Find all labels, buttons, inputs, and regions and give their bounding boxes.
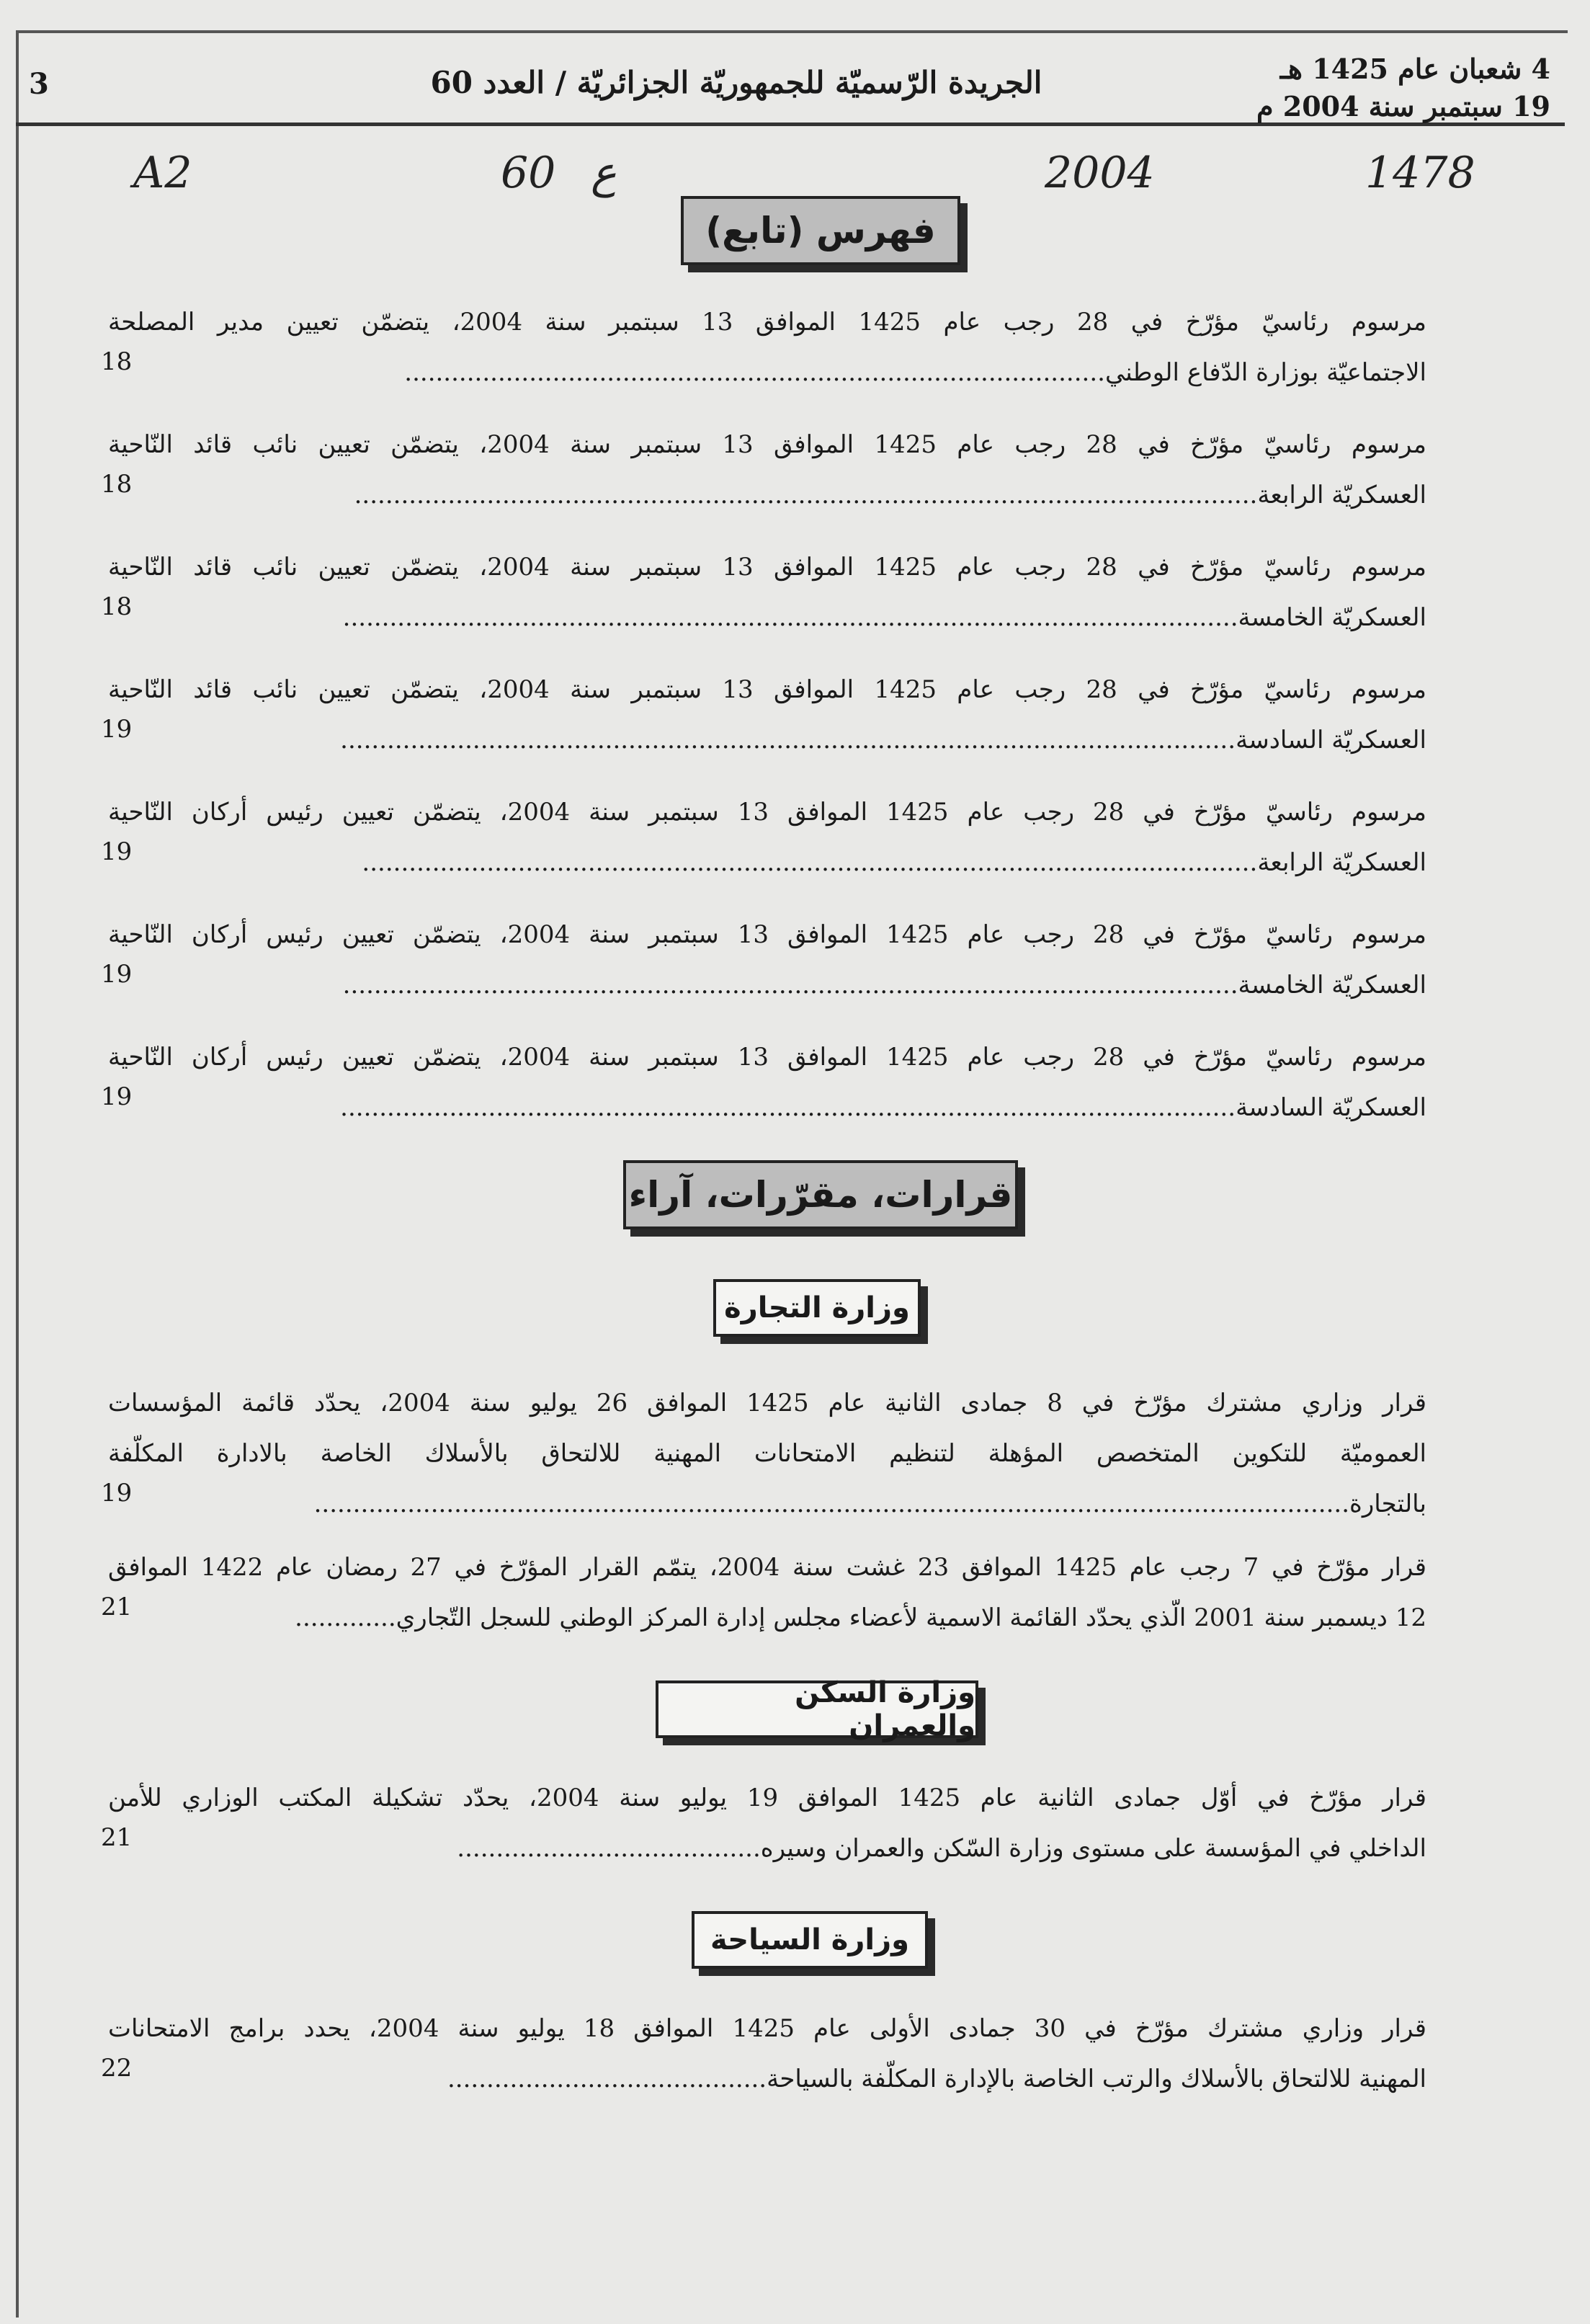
date-gregorian: 19 سبتمبر سنة 2004 م <box>1256 90 1550 123</box>
entry-line: الداخلي في المؤسسة على مستوى وزارة السّكن والعمران وسيره <box>760 1834 1426 1863</box>
entry-line: مرسوم رئاسيّ مؤرّخ في 28 رجب عام 1425 الموافق 13 سبتمبر سنة 2004، يتضمّن تعيين رئيس أركان النّاحية <box>108 920 1427 949</box>
entry-line: مرسوم رئاسيّ مؤرّخ في 28 رجب عام 1425 الموافق 13 سبتمبر سنة 2004، يتضمّن تعيين نائب قائد النّاحية <box>108 553 1426 582</box>
handwritten-note: 60 <box>501 148 556 198</box>
toc-entry[interactable]: مرسوم رئاسيّ مؤرّخ في 28 رجب عام 1425 الموافق 13 سبتمبر سنة 2004، يتضمّن تعيين نائب قائد النّاحية العسكريّة السادسة................................................................................................................... <box>108 664 1426 765</box>
entry-line: قرار مؤرّخ في أوّل جمادى الثانية عام 1425 الموافق 19 يوليو سنة 2004، يحدّد تشكيلة المكتب الوزاري للأمن <box>108 1784 1426 1812</box>
entry-line: العسكريّة الرابعة <box>1257 481 1426 509</box>
entry-line: مرسوم رئاسيّ مؤرّخ في 28 رجب عام 1425 الموافق 13 سبتمبر سنة 2004، يتضمّن تعيين مدير المصلحة <box>108 308 1426 337</box>
toc-title: فهرس (تابع) <box>681 196 960 265</box>
toc-entry[interactable]: قرار مؤرّخ في أوّل جمادى الثانية عام 1425 الموافق 19 يوليو سنة 2004، يحدّد تشكيلة المكتب الوزاري للأمن الداخلي في المؤسسة على مستوى وزارة السّكن والعمران وسيره....................................... <box>108 1773 1426 1874</box>
entry-line: قرار وزاري مشترك مؤرّخ في 8 جمادى الثانية عام 1425 الموافق 26 يوليو سنة 2004، يحدّد قائمة المؤسسات <box>108 1389 1427 1417</box>
entry-line: العسكريّة السادسة <box>1236 1093 1426 1122</box>
entry-line: العسكريّة الخامسة <box>1238 971 1426 1000</box>
ministry-housing-title: وزارة السكن والعمران <box>656 1680 978 1738</box>
page-header <box>16 32 1565 126</box>
entry-line: 12 ديسمبر سنة 2001 الّذي يحدّد القائمة الاسمية لأعضاء مجلس إدارة المركز الوطني للسجل التّجاري <box>396 1603 1426 1632</box>
page-ref: 19 <box>101 1082 133 1111</box>
toc-entry[interactable]: قرار مؤرّخ في 7 رجب عام 1425 الموافق 23 غشت سنة 2004، يتمّم القرار المؤرّخ في 27 رمضان عام 1422 الموافق 12 ديسمبر سنة 2001 الّذي يحدّد القائمة الاسمية لأعضاء مجلس إدارة المركز الوطني للسجل التّجاري............. <box>108 1542 1426 1643</box>
toc-entry[interactable]: قرار وزاري مشترك مؤرّخ في 8 جمادى الثانية عام 1425 الموافق 26 يوليو سنة 2004، يحدّد قائمة المؤسسات العموميّة للتكوين المتخصص المؤهلة لتنظيم الامتحانات المهنية للالتحاق بالأسلاك الخاصة بالادارة المكلّفة بالتجارة..................................................................................................................................... <box>108 1378 1426 1529</box>
entry-line: مرسوم رئاسيّ مؤرّخ في 28 رجب عام 1425 الموافق 13 سبتمبر سنة 2004، يتضمّن تعيين نائب قائد النّاحية <box>108 430 1426 459</box>
page-ref: 21 <box>101 1823 133 1852</box>
page-ref: 19 <box>101 837 133 866</box>
section-title: قرارات، مقرّرات، آراء <box>623 1160 1018 1229</box>
page-ref: 19 <box>101 1479 133 1508</box>
entry-line: قرار مؤرّخ في 7 رجب عام 1425 الموافق 23 غشت سنة 2004، يتمّم القرار المؤرّخ في 27 رمضان عام 1422 الموافق <box>108 1553 1426 1582</box>
page-ref: 18 <box>101 347 133 376</box>
handwritten-note: A2 <box>133 148 192 198</box>
page-ref: 18 <box>101 470 133 499</box>
entry-line: قرار وزاري مشترك مؤرّخ في 30 جمادى الأولى عام 1425 الموافق 18 يوليو سنة 2004، يحدد برامج الامتحانات <box>108 2014 1426 2043</box>
page-ref: 21 <box>101 1593 133 1621</box>
ministry-tourism-title: وزارة السياحة <box>692 1911 928 1969</box>
date-hijri: 4 شعبان عام 1425 هـ <box>1279 53 1550 85</box>
toc-entry[interactable]: مرسوم رئاسيّ مؤرّخ في 28 رجب عام 1425 الموافق 13 سبتمبر سنة 2004، يتضمّن تعيين مدير المصلحة الاجتماعيّة بوزارة الدّفاع الوطني.......................................................................................... <box>108 297 1426 398</box>
entry-line: العسكريّة الرابعة <box>1257 848 1426 877</box>
page-ref: 22 <box>101 2054 133 2083</box>
toc-entry[interactable]: قرار وزاري مشترك مؤرّخ في 30 جمادى الأولى عام 1425 الموافق 18 يوليو سنة 2004، يحدد برامج الامتحانات المهنية للالتحاق بالأسلاك والرتب الخاصة بالإدارة المكلّفة بالسياحة......................................... <box>108 2003 1426 2104</box>
page-number: 3 <box>29 67 49 101</box>
entry-line: الاجتماعيّة بوزارة الدّفاع الوطني <box>1104 358 1426 387</box>
entry-line: العموميّة للتكوين المتخصص المؤهلة لتنظيم الامتحانات المهنية للالتحاق بالأسلاك الخاصة بالادارة المكلّفة <box>108 1439 1426 1468</box>
entry-line: مرسوم رئاسيّ مؤرّخ في 28 رجب عام 1425 الموافق 13 سبتمبر سنة 2004، يتضمّن تعيين نائب قائد النّاحية <box>108 675 1426 704</box>
page-ref: 19 <box>101 960 133 989</box>
entry-line: مرسوم رئاسيّ مؤرّخ في 28 رجب عام 1425 الموافق 13 سبتمبر سنة 2004، يتضمّن تعيين رئيس أركان النّاحية <box>108 798 1427 827</box>
toc-entry[interactable]: مرسوم رئاسيّ مؤرّخ في 28 رجب عام 1425 الموافق 13 سبتمبر سنة 2004، يتضمّن تعيين رئيس أركان النّاحية العسكريّة السادسة................................................................................................................... <box>108 1032 1426 1133</box>
entry-line: مرسوم رئاسيّ مؤرّخ في 28 رجب عام 1425 الموافق 13 سبتمبر سنة 2004، يتضمّن تعيين رئيس أركان النّاحية <box>108 1043 1427 1072</box>
page-ref: 19 <box>101 715 133 744</box>
toc-entry[interactable]: مرسوم رئاسيّ مؤرّخ في 28 رجب عام 1425 الموافق 13 سبتمبر سنة 2004، يتضمّن تعيين رئيس أركان النّاحية العسكريّة الرابعة................................................................................................................... <box>108 787 1426 888</box>
gazette-title: الجريدة الرّسميّة للجمهوريّة الجزائريّة / العدد 60 <box>430 65 1042 100</box>
handwritten-note: 2004 <box>1045 148 1155 198</box>
handwritten-note: 1478 <box>1365 148 1475 198</box>
page-ref: 18 <box>101 592 133 621</box>
entry-line: العسكريّة السادسة <box>1236 726 1426 754</box>
toc-entry[interactable]: مرسوم رئاسيّ مؤرّخ في 28 رجب عام 1425 الموافق 13 سبتمبر سنة 2004، يتضمّن تعيين نائب قائد النّاحية العسكريّة الخامسة................................................................................................................... <box>108 542 1426 643</box>
ministry-commerce-title: وزارة التجارة <box>713 1279 921 1337</box>
toc-entry[interactable]: مرسوم رئاسيّ مؤرّخ في 28 رجب عام 1425 الموافق 13 سبتمبر سنة 2004، يتضمّن تعيين نائب قائد النّاحية العسكريّة الرابعة.................................................................................................................... <box>108 419 1426 520</box>
entry-line: المهنية للالتحاق بالأسلاك والرتب الخاصة بالإدارة المكلّفة بالسياحة <box>767 2065 1426 2093</box>
entry-line: بالتجارة <box>1349 1490 1426 1518</box>
entry-line: العسكريّة الخامسة <box>1238 603 1426 632</box>
handwritten-note: ع <box>591 148 617 198</box>
toc-entry[interactable]: مرسوم رئاسيّ مؤرّخ في 28 رجب عام 1425 الموافق 13 سبتمبر سنة 2004، يتضمّن تعيين رئيس أركان النّاحية العسكريّة الخامسة................................................................................................................... <box>108 909 1426 1010</box>
